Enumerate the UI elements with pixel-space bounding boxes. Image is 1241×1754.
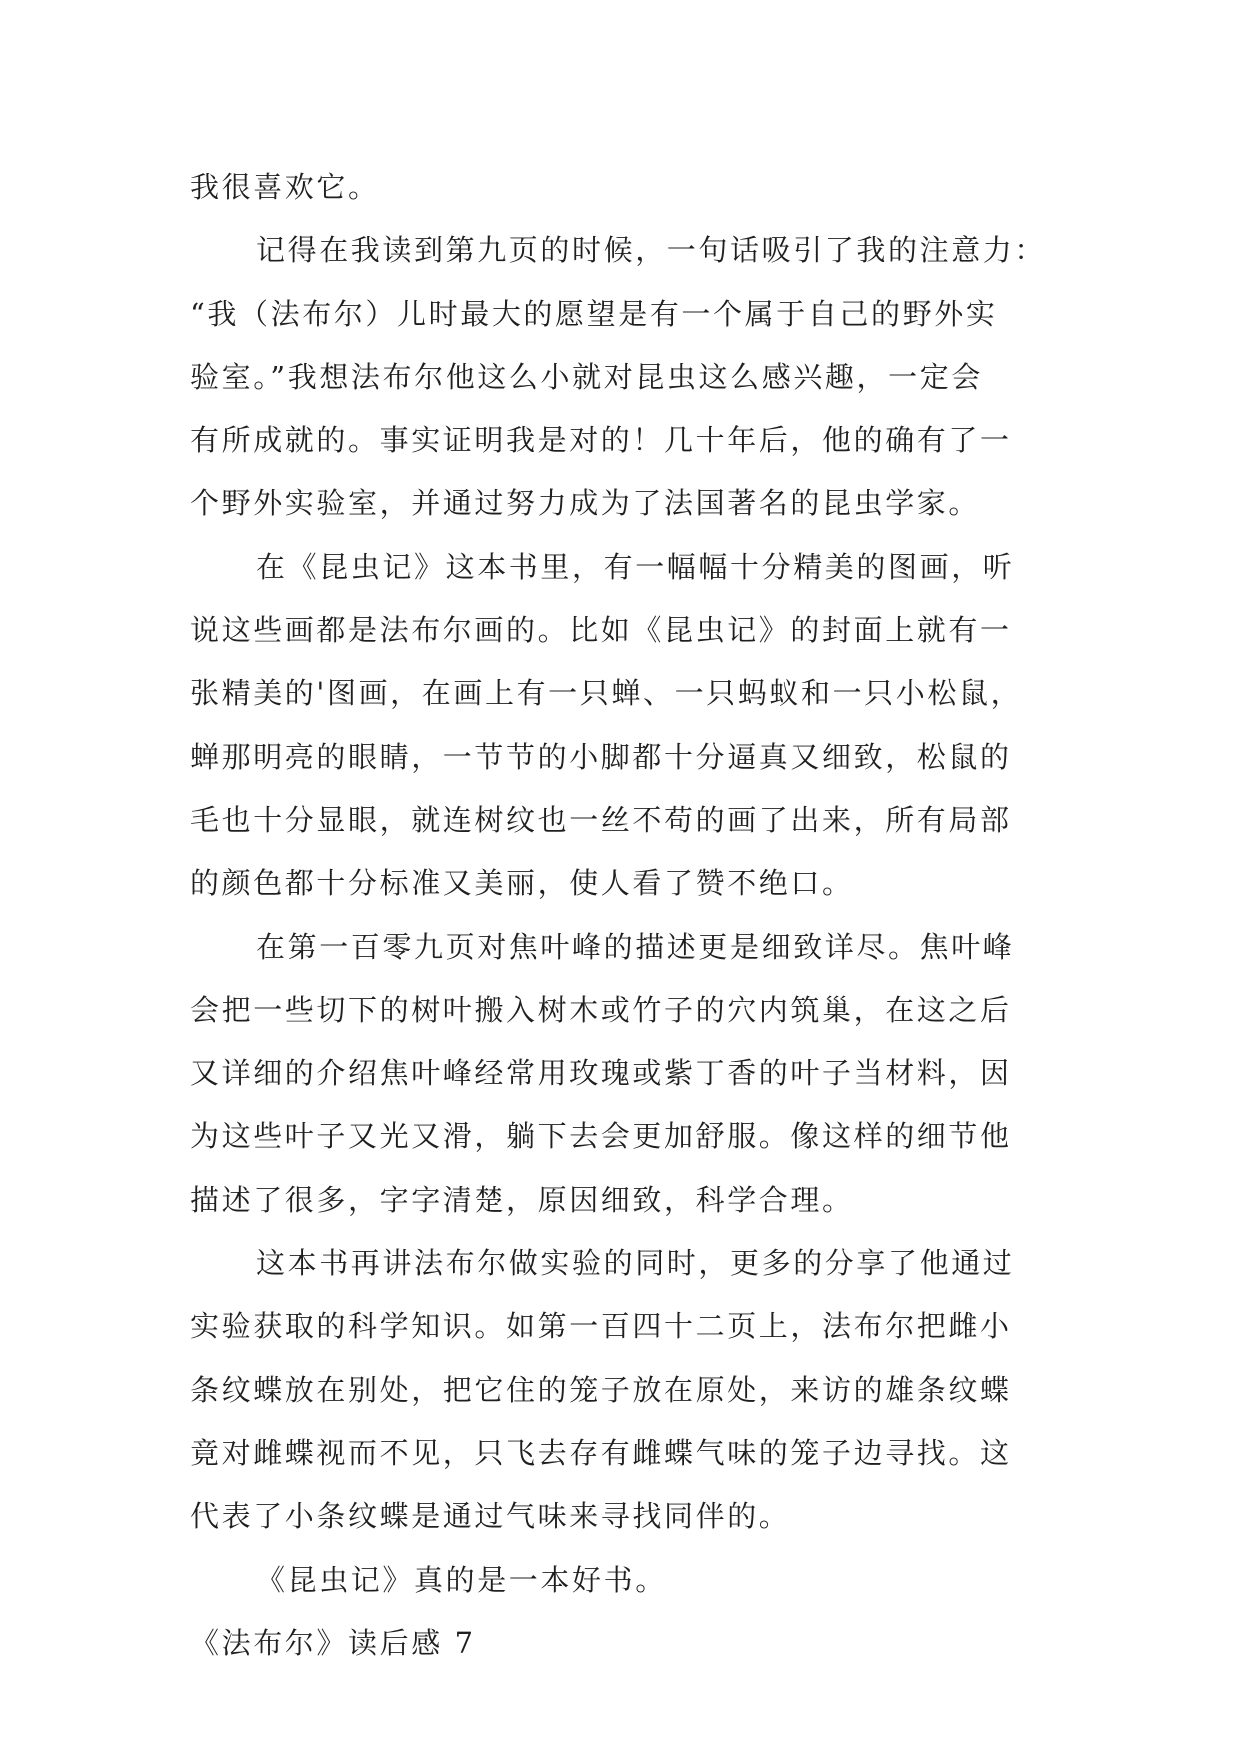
paragraph-2 — [190, 536, 1060, 916]
paragraph-line: “我（法布尔）儿时最大的愿望是有一个属于自己的野外实 — [190, 296, 998, 331]
paragraph-line: 为这些叶子又光又滑，躺下去会更加舒服。像这样的细节他 — [190, 1119, 1012, 1154]
paragraph-line: 竟对雌蝶视而不见，只飞去存有雌蝶气味的笼子边寻找。这 — [190, 1435, 1012, 1470]
paragraph-line: 记得在我读到第九页的时候，一句话吸引了我的注意力： — [256, 233, 1047, 268]
paragraph-3 — [190, 916, 1060, 1232]
paragraph-line: 会把一些切下的树叶搬入树木或竹子的穴内筑巢，在这之后 — [190, 992, 1012, 1027]
paragraph-line: 这本书再讲法布尔做实验的同时，更多的分享了他通过 — [256, 1246, 1015, 1281]
paragraph-line: 张精美的'图画，在画上有一只蝉、一只蚂蚁和一只小松鼠， — [190, 676, 1023, 711]
paragraph-4 — [190, 1232, 1060, 1548]
paragraph-line: 在第一百零九页对焦叶峰的描述更是细致详尽。焦叶峰 — [256, 929, 1015, 964]
paragraph-5 — [190, 1549, 1060, 1612]
document-body — [190, 156, 1060, 1675]
paragraph-line: 描述了很多，字字清楚，原因细致，科学合理。 — [190, 1182, 854, 1217]
paragraph-line: 说这些画都是法布尔画的。比如《昆虫记》的封面上就有一 — [190, 613, 1012, 648]
paragraph-line: 《昆虫记》真的是一本好书。 — [256, 1562, 667, 1597]
paragraph-0 — [190, 156, 1060, 219]
paragraph-line: 蝉那明亮的眼睛，一节节的小脚都十分逼真又细致，松鼠的 — [190, 739, 1012, 774]
paragraph-line: 个野外实验室，并通过努力成为了法国著名的昆虫学家。 — [190, 486, 981, 521]
paragraph-line: 在《昆虫记》这本书里，有一幅幅十分精美的图画，听 — [256, 549, 1015, 584]
paragraph-line: 实验获取的科学知识。如第一百四十二页上，法布尔把雌小 — [190, 1309, 1012, 1344]
section-heading: 《法布尔》读后感 7 — [190, 1625, 476, 1660]
paragraph-line: 验室。”我想法布尔他这么小就对昆虫这么感兴趣，一定会 — [190, 359, 983, 394]
paragraph-line: 我很喜欢它。 — [190, 170, 380, 204]
paragraph-line: 有所成就的。事实证明我是对的！几十年后，他的确有了一 — [190, 423, 1012, 458]
paragraph-line: 又详细的介绍焦叶峰经常用玫瑰或紫丁香的叶子当材料，因 — [190, 1056, 1012, 1091]
paragraph-line: 条纹蝶放在别处，把它住的笼子放在原处，来访的雄条纹蝶 — [190, 1372, 1012, 1407]
paragraph-line: 毛也十分显眼，就连树纹也一丝不苟的画了出来，所有局部 — [190, 802, 1012, 837]
paragraph-line: 代表了小条纹蝶是通过气味来寻找同伴的。 — [190, 1499, 791, 1534]
paragraph-line: 的颜色都十分标准又美丽，使人看了赞不绝口。 — [190, 866, 854, 901]
paragraph-1 — [190, 219, 1060, 535]
